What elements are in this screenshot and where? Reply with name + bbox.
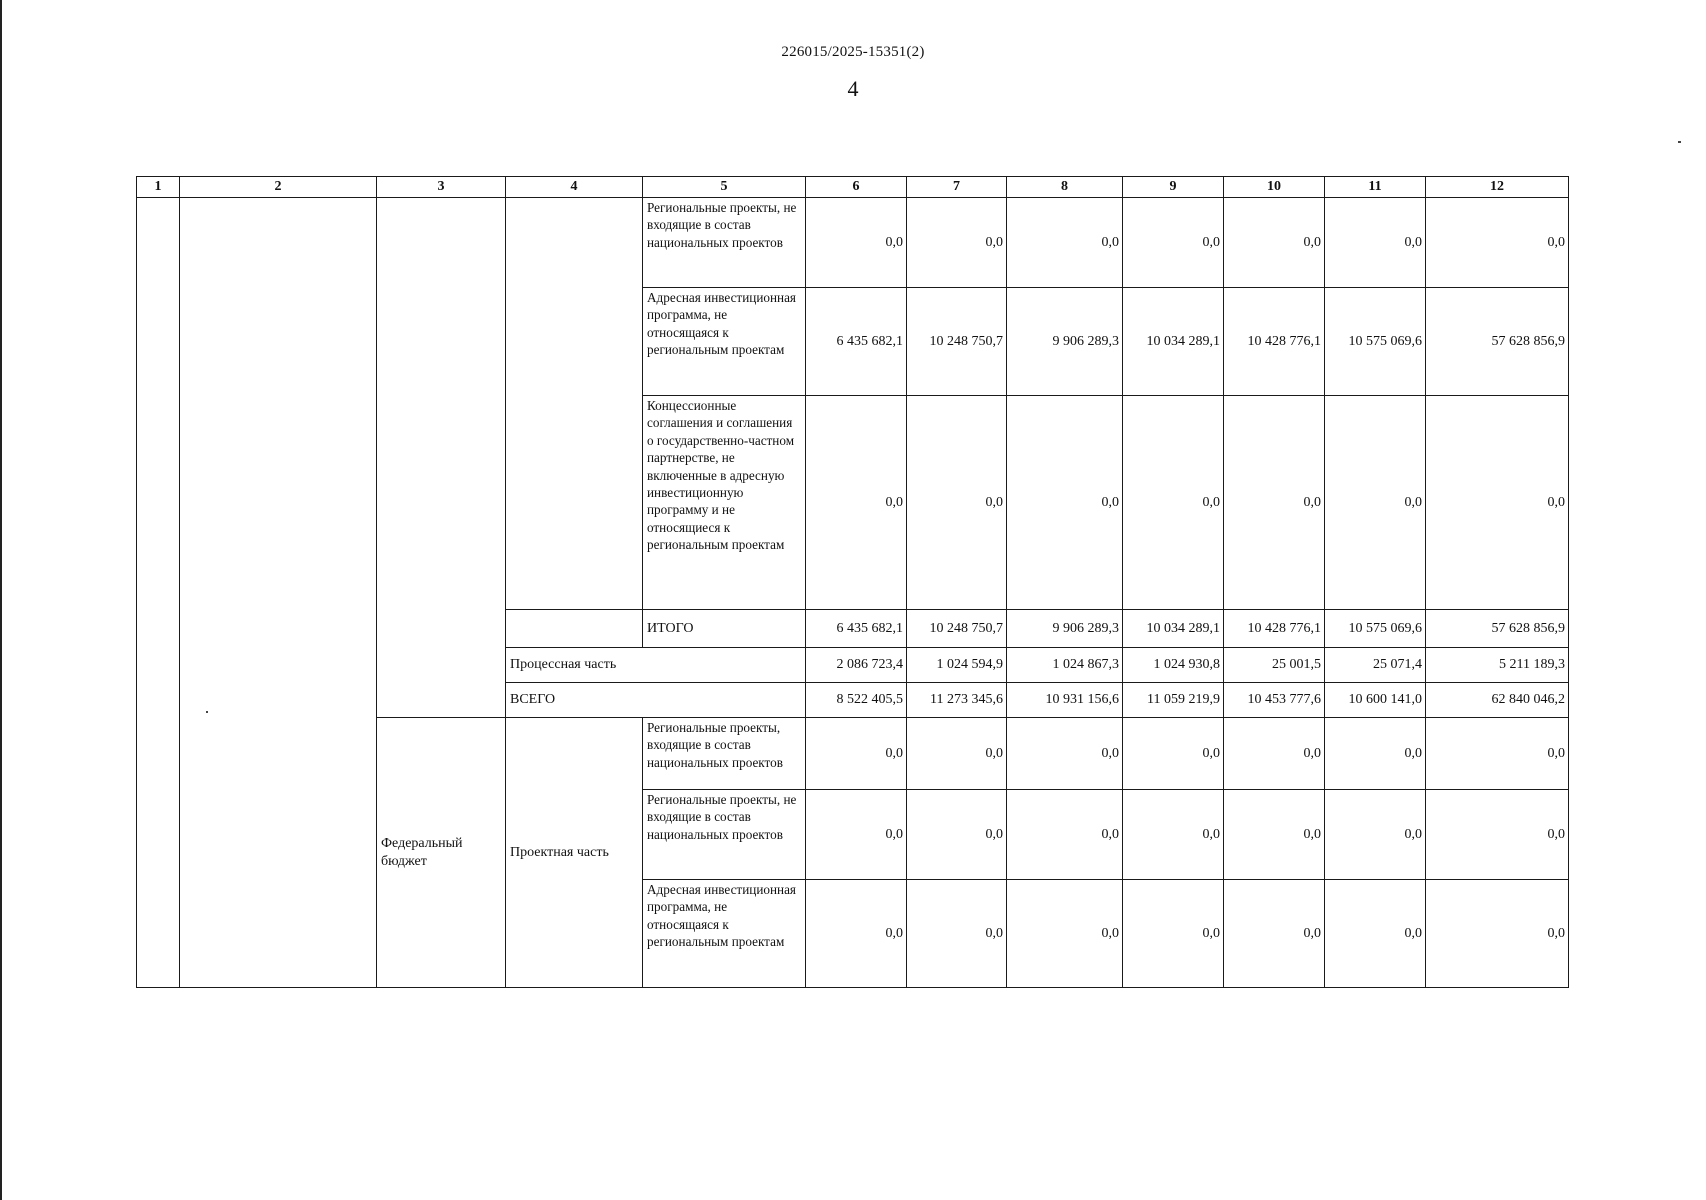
row-description: Региональные проекты, входящие в состав национальных проектов: [643, 718, 806, 790]
value-cell: 1 024 867,3: [1007, 648, 1123, 683]
value-cell: 0,0: [907, 198, 1007, 288]
cell-col1: [137, 198, 180, 988]
value-cell: 10 034 289,1: [1123, 288, 1224, 396]
value-cell: 0,0: [1123, 718, 1224, 790]
value-cell: 0,0: [806, 880, 907, 988]
value-cell: 0,0: [1325, 880, 1426, 988]
scan-mark: [1678, 141, 1681, 143]
value-cell: 0,0: [1224, 198, 1325, 288]
value-cell: 6 435 682,1: [806, 610, 907, 648]
value-cell: 8 522 405,5: [806, 683, 907, 718]
scan-edge: [0, 0, 2, 1200]
column-header: 9: [1123, 177, 1224, 198]
page-number: 4: [847, 76, 859, 101]
value-cell: 0,0: [806, 790, 907, 880]
column-header: 11: [1325, 177, 1426, 198]
row-description: Концессионные соглашения и соглашения о государственно-частном партнерстве, не включенные в адресную инвестиционную программу и не относящиеся к региональным проектам: [643, 396, 806, 610]
row-description: Региональные проекты, не входящие в состав национальных проектов: [643, 198, 806, 288]
row-description: Адресная инвестиционная программа, не относящаяся к региональным проектам: [643, 880, 806, 988]
value-cell: 0,0: [1123, 880, 1224, 988]
process-part-label: Процессная часть: [506, 648, 806, 683]
value-cell: 0,0: [907, 396, 1007, 610]
value-cell: 0,0: [1325, 790, 1426, 880]
value-cell: 0,0: [1325, 718, 1426, 790]
value-cell: 10 248 750,7: [907, 288, 1007, 396]
value-cell: 10 931 156,6: [1007, 683, 1123, 718]
value-cell: 10 575 069,6: [1325, 288, 1426, 396]
column-header: 2: [180, 177, 377, 198]
value-cell: 10 034 289,1: [1123, 610, 1224, 648]
value-cell: 10 600 141,0: [1325, 683, 1426, 718]
total-label: ИТОГО: [643, 610, 806, 648]
value-cell: 9 906 289,3: [1007, 288, 1123, 396]
table-row: [137, 198, 1569, 288]
value-cell: 0,0: [907, 718, 1007, 790]
value-cell: 0,0: [1325, 198, 1426, 288]
value-cell: 10 428 776,1: [1224, 610, 1325, 648]
value-cell: 0,0: [1007, 198, 1123, 288]
column-header: 1: [137, 177, 180, 198]
value-cell: 1 024 930,8: [1123, 648, 1224, 683]
value-cell: 62 840 046,2: [1426, 683, 1569, 718]
value-cell: 6 435 682,1: [806, 288, 907, 396]
column-header: 10: [1224, 177, 1325, 198]
value-cell: 2 086 723,4: [806, 648, 907, 683]
value-cell: 9 906 289,3: [1007, 610, 1123, 648]
value-cell: 25 071,4: [1325, 648, 1426, 683]
column-header: 3: [377, 177, 506, 198]
value-cell: 0,0: [1224, 396, 1325, 610]
value-cell: 25 001,5: [1224, 648, 1325, 683]
value-cell: 0,0: [1224, 718, 1325, 790]
value-cell: 0,0: [1007, 880, 1123, 988]
value-cell: 0,0: [1426, 790, 1569, 880]
value-cell: 0,0: [1426, 198, 1569, 288]
row-description: Адресная инвестиционная программа, не относящаяся к региональным проектам: [643, 288, 806, 396]
value-cell: 0,0: [1007, 790, 1123, 880]
value-cell: 57 628 856,9: [1426, 610, 1569, 648]
value-cell: 0,0: [1426, 718, 1569, 790]
value-cell: 0,0: [1224, 880, 1325, 988]
column-header: 6: [806, 177, 907, 198]
value-cell: 0,0: [1325, 396, 1426, 610]
value-cell: 0,0: [1123, 790, 1224, 880]
cell-col4: [506, 198, 643, 610]
budget-table: [136, 176, 1569, 988]
value-cell: 57 628 856,9: [1426, 288, 1569, 396]
value-cell: 0,0: [1426, 396, 1569, 610]
funding-source-federal: Федеральный бюджет: [377, 718, 506, 988]
value-cell: 1 024 594,9: [907, 648, 1007, 683]
grand-total-label: ВСЕГО: [506, 683, 806, 718]
value-cell: 11 273 345,6: [907, 683, 1007, 718]
value-cell: 0,0: [1007, 718, 1123, 790]
value-cell: 0,0: [1123, 396, 1224, 610]
project-part-label: Проектная часть: [506, 718, 643, 988]
value-cell: 0,0: [1123, 198, 1224, 288]
value-cell: 0,0: [907, 880, 1007, 988]
value-cell: 0,0: [806, 198, 907, 288]
cell-col3: [377, 198, 506, 718]
value-cell: 5 211 189,3: [1426, 648, 1569, 683]
cell-col4: [506, 610, 643, 648]
value-cell: 10 428 776,1: [1224, 288, 1325, 396]
value-cell: 0,0: [806, 396, 907, 610]
column-header: 7: [907, 177, 1007, 198]
column-header: 4: [506, 177, 643, 198]
value-cell: 10 453 777,6: [1224, 683, 1325, 718]
column-header-row: [137, 177, 1569, 198]
value-cell: 0,0: [1007, 396, 1123, 610]
value-cell: 0,0: [1224, 790, 1325, 880]
value-cell: 10 575 069,6: [1325, 610, 1426, 648]
column-header: 12: [1426, 177, 1569, 198]
column-header: 5: [643, 177, 806, 198]
value-cell: 0,0: [1426, 880, 1569, 988]
row-description: Региональные проекты, не входящие в состав национальных проектов: [643, 790, 806, 880]
cell-col2: [180, 198, 377, 988]
value-cell: 0,0: [806, 718, 907, 790]
value-cell: 11 059 219,9: [1123, 683, 1224, 718]
value-cell: 0,0: [907, 790, 1007, 880]
document-number: 226015/2025-15351(2): [781, 44, 925, 60]
value-cell: 10 248 750,7: [907, 610, 1007, 648]
column-header: 8: [1007, 177, 1123, 198]
